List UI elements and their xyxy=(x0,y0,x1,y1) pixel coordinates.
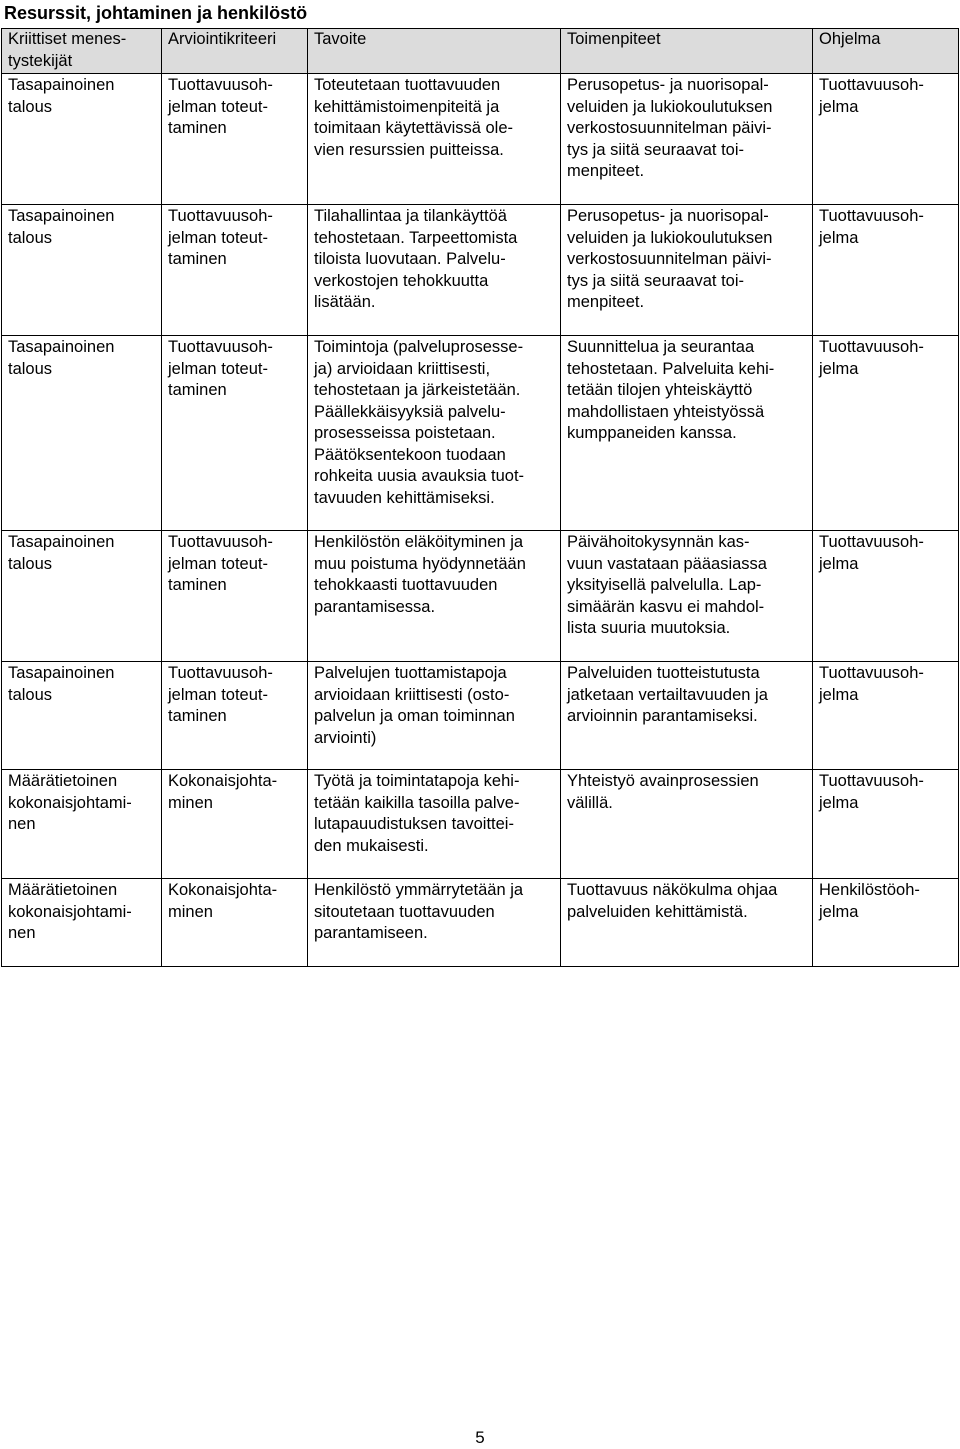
cell-text-line: veluiden ja lukiokoulutuksen xyxy=(567,97,773,116)
cell-text-line: tetään tilojen yhteiskäyttö xyxy=(567,381,753,399)
cell-measures xyxy=(561,879,813,967)
cell-text-line: talous xyxy=(8,97,53,116)
page-number: 5 xyxy=(475,1428,485,1447)
objectives-table xyxy=(1,28,959,967)
cell-critical-success-factor xyxy=(2,770,162,879)
cell-text-line: ja) arvioidaan kriittisesti, xyxy=(314,359,491,378)
cell-text-line: Kokonaisjohta- xyxy=(168,772,278,790)
cell-text-line: Henkilöstön eläköityminen ja xyxy=(314,533,524,551)
cell-text-line: jelma xyxy=(819,902,859,921)
cell-measures xyxy=(561,662,813,770)
cell-text-line: jelman toteut- xyxy=(168,97,268,116)
cell-text-line: arvioinnin parantamiseksi. xyxy=(567,707,758,725)
cell-text-line: mahdollistaen yhteistyössä xyxy=(567,402,765,421)
cell-text-line: vien resurssien puitteissa. xyxy=(314,140,504,159)
cell-text-line: nen xyxy=(8,815,36,833)
cell-text-line: Määrätietoinen xyxy=(8,772,118,790)
cell-text-line: tystekijät xyxy=(8,51,73,70)
cell-text-line: Työtä ja toimintatapoja kehi- xyxy=(314,772,520,790)
cell-text-line: Tuottavuusoh- xyxy=(168,207,273,225)
cell-text-line: lisätään. xyxy=(314,293,376,311)
cell-text-line: tavuuden kehittämiseksi. xyxy=(314,488,495,507)
cell-critical-success-factor xyxy=(2,531,162,662)
cell-text-line: sitoutetaan tuottavuuden xyxy=(314,902,495,921)
cell-text-line: toimitaan käytettävissä ole- xyxy=(314,119,514,137)
cell-text-line: tehostetaan ja järkeistetään. xyxy=(314,381,521,399)
header-goal xyxy=(308,29,561,74)
cell-evaluation-criterion xyxy=(162,770,308,879)
table-row xyxy=(2,205,959,336)
cell-text-line: Tasapainoinen xyxy=(8,207,115,225)
cell-text-line: Yhteistyö avainprosessien xyxy=(567,772,759,790)
cell-programme xyxy=(813,205,959,336)
cell-text-line: tehostetaan. Palveluita kehi- xyxy=(567,359,775,378)
cell-text-line: menpiteet. xyxy=(567,162,645,180)
cell-text-line: jelma xyxy=(819,228,859,247)
cell-text-line: jelma xyxy=(819,359,859,378)
cell-programme xyxy=(813,74,959,205)
cell-text-line: simäärän kasvu ei mahdol- xyxy=(567,597,765,616)
cell-evaluation-criterion xyxy=(162,879,308,967)
cell-text-line: tys ja siitä seuraavat toi- xyxy=(567,271,744,290)
cell-text-line: Tuottavuusoh- xyxy=(819,207,924,225)
cell-text-line: Tuottavuus näkökulma ohjaa xyxy=(567,881,778,899)
cell-text-line: Tuottavuusoh- xyxy=(819,533,924,551)
cell-text-line: nen xyxy=(8,924,36,942)
cell-text-line: Päällekkäisyyksiä palvelu- xyxy=(314,402,506,421)
cell-goal xyxy=(308,74,561,205)
cell-text-line: jelma xyxy=(819,97,859,116)
cell-text-line: Tuottavuusoh- xyxy=(168,533,273,551)
cell-text-line: parantamiseen. xyxy=(314,924,428,942)
cell-text-line: Toteutetaan tuottavuuden xyxy=(314,76,501,94)
cell-text-line: Tasapainoinen xyxy=(8,664,115,682)
cell-evaluation-criterion xyxy=(162,531,308,662)
header-evaluation-criterion xyxy=(162,29,308,74)
cell-critical-success-factor xyxy=(2,74,162,205)
table-row xyxy=(2,74,959,205)
cell-goal xyxy=(308,879,561,967)
cell-text-line: kokonaisjohtami- xyxy=(8,793,132,812)
cell-text-line: jatketaan vertailtavuuden ja xyxy=(567,685,768,704)
cell-text-line: tehostetaan. Tarpeettomista xyxy=(314,228,518,247)
cell-text-line: Perusopetus- ja nuorisopal- xyxy=(567,76,769,94)
cell-text-line: Palveluiden tuotteistutusta xyxy=(567,664,760,682)
cell-text-line: Suunnittelua ja seurantaa xyxy=(567,338,755,356)
cell-goal xyxy=(308,205,561,336)
header-critical-success-factors xyxy=(2,29,162,74)
cell-goal xyxy=(308,770,561,879)
table-row xyxy=(2,879,959,967)
cell-text-line: vuun vastataan pääasiassa xyxy=(567,554,767,573)
cell-critical-success-factor xyxy=(2,662,162,770)
cell-text-line: den mukaisesti. xyxy=(314,836,429,855)
cell-text-line: jelman toteut- xyxy=(168,554,268,573)
cell-critical-success-factor xyxy=(2,205,162,336)
cell-critical-success-factor xyxy=(2,879,162,967)
cell-text-line: jelman toteut- xyxy=(168,685,268,704)
cell-text-line: Arviointikriteeri xyxy=(168,30,277,48)
cell-programme xyxy=(813,662,959,770)
cell-critical-success-factor xyxy=(2,336,162,531)
cell-programme xyxy=(813,336,959,531)
cell-text-line: Kokonaisjohta- xyxy=(168,881,278,899)
cell-text-line: verkostojen tehokkuutta xyxy=(314,271,489,290)
cell-text-line: talous xyxy=(8,554,53,573)
cell-programme xyxy=(813,770,959,879)
cell-text-line: Tuottavuusoh- xyxy=(819,338,924,356)
header-measures xyxy=(561,29,813,74)
cell-evaluation-criterion xyxy=(162,205,308,336)
cell-text-line: taminen xyxy=(168,250,227,268)
cell-text-line: Henkilöstö ymmärrytetään ja xyxy=(314,881,524,899)
cell-text-line: arvioidaan kriittisesti (osto- xyxy=(314,685,510,704)
cell-text-line: minen xyxy=(168,793,213,812)
cell-measures xyxy=(561,74,813,205)
cell-text-line: kumppaneiden kanssa. xyxy=(567,424,737,442)
cell-text-line: taminen xyxy=(168,576,227,594)
cell-text-line: talous xyxy=(8,359,53,378)
cell-text-line: lista suuria muutoksia. xyxy=(567,619,731,637)
cell-text-line: Tavoite xyxy=(314,30,367,48)
table-header-row xyxy=(2,29,959,74)
cell-text-line: Tuottavuusoh- xyxy=(168,76,273,94)
cell-text-line: Ohjelma xyxy=(819,30,881,48)
cell-evaluation-criterion xyxy=(162,74,308,205)
cell-text-line: jelma xyxy=(819,554,859,573)
cell-evaluation-criterion xyxy=(162,662,308,770)
cell-text-line: Palvelujen tuottamistapoja xyxy=(314,664,507,682)
cell-text-line: tehokkaasti tuottavuuden xyxy=(314,576,498,594)
table-row xyxy=(2,336,959,531)
cell-text-line: Tilahallintaa ja tilankäyttöä xyxy=(314,207,507,225)
cell-text-line: kokonaisjohtami- xyxy=(8,902,132,921)
cell-text-line: menpiteet. xyxy=(567,293,645,311)
cell-text-line: palvelun ja oman toiminnan xyxy=(314,707,515,725)
cell-text-line: talous xyxy=(8,685,53,704)
cell-text-line: jelman toteut- xyxy=(168,359,268,378)
cell-text-line: veluiden ja lukiokoulutuksen xyxy=(567,228,773,247)
cell-text-line: Perusopetus- ja nuorisopal- xyxy=(567,207,769,225)
cell-text-line: minen xyxy=(168,902,213,921)
cell-measures xyxy=(561,531,813,662)
cell-text-line: yksityisellä palvelulla. Lap- xyxy=(567,576,762,594)
cell-text-line: talous xyxy=(8,228,53,247)
cell-text-line: Päivähoitokysynnän kas- xyxy=(567,533,750,551)
cell-text-line: Tasapainoinen xyxy=(8,533,115,551)
header-programme xyxy=(813,29,959,74)
cell-text-line: taminen xyxy=(168,707,227,725)
table-row xyxy=(2,770,959,879)
cell-text-line: jelma xyxy=(819,793,859,812)
cell-text-line: arviointi) xyxy=(314,728,377,747)
cell-text-line: muu poistuma hyödynnetään xyxy=(314,554,526,573)
page-title: Resurssit, johtaminen ja henkilöstö xyxy=(4,3,308,23)
cell-programme xyxy=(813,531,959,662)
cell-text-line: taminen xyxy=(168,381,227,399)
cell-text-line: prosesseissa poistetaan. xyxy=(314,424,496,442)
cell-measures xyxy=(561,770,813,879)
table-row xyxy=(2,531,959,662)
cell-text-line: Tuottavuusoh- xyxy=(819,772,924,790)
cell-text-line: verkostosuunnitelman päivi- xyxy=(567,119,772,137)
cell-text-line: jelman toteut- xyxy=(168,228,268,247)
cell-text-line: Tasapainoinen xyxy=(8,76,115,94)
cell-text-line: lutapauudistuksen tavoittei- xyxy=(314,815,514,833)
cell-text-line: palveluiden kehittämistä. xyxy=(567,902,748,921)
cell-text-line: Päätöksentekoon tuodaan xyxy=(314,445,506,464)
cell-text-line: Tuottavuusoh- xyxy=(168,664,273,682)
table-row xyxy=(2,662,959,770)
cell-text-line: tys ja siitä seuraavat toi- xyxy=(567,140,744,159)
cell-text-line: Tuottavuusoh- xyxy=(819,76,924,94)
cell-text-line: Toimenpiteet xyxy=(567,30,661,48)
cell-text-line: taminen xyxy=(168,119,227,137)
cell-text-line: tiloista luovutaan. Palvelu- xyxy=(314,250,506,268)
cell-goal xyxy=(308,336,561,531)
cell-text-line: Toimintoja (palveluprosesse- xyxy=(314,338,524,356)
cell-goal xyxy=(308,531,561,662)
cell-goal xyxy=(308,662,561,770)
cell-text-line: välillä. xyxy=(567,793,613,812)
cell-text-line: verkostosuunnitelman päivi- xyxy=(567,250,772,268)
cell-text-line: tetään kaikilla tasoilla palve- xyxy=(314,793,520,812)
cell-text-line: jelma xyxy=(819,685,859,704)
cell-measures xyxy=(561,205,813,336)
cell-evaluation-criterion xyxy=(162,336,308,531)
cell-text-line: rohkeita uusia avauksia tuot- xyxy=(314,467,525,485)
cell-text-line: Tuottavuusoh- xyxy=(819,664,924,682)
cell-text-line: Kriittiset menes- xyxy=(8,30,127,48)
cell-text-line: Määrätietoinen xyxy=(8,881,118,899)
cell-text-line: Henkilöstöoh- xyxy=(819,881,920,899)
cell-measures xyxy=(561,336,813,531)
cell-text-line: Tasapainoinen xyxy=(8,338,115,356)
cell-text-line: kehittämistoimenpiteitä ja xyxy=(314,97,500,116)
cell-programme xyxy=(813,879,959,967)
cell-text-line: parantamisessa. xyxy=(314,597,436,616)
cell-text-line: Tuottavuusoh- xyxy=(168,338,273,356)
